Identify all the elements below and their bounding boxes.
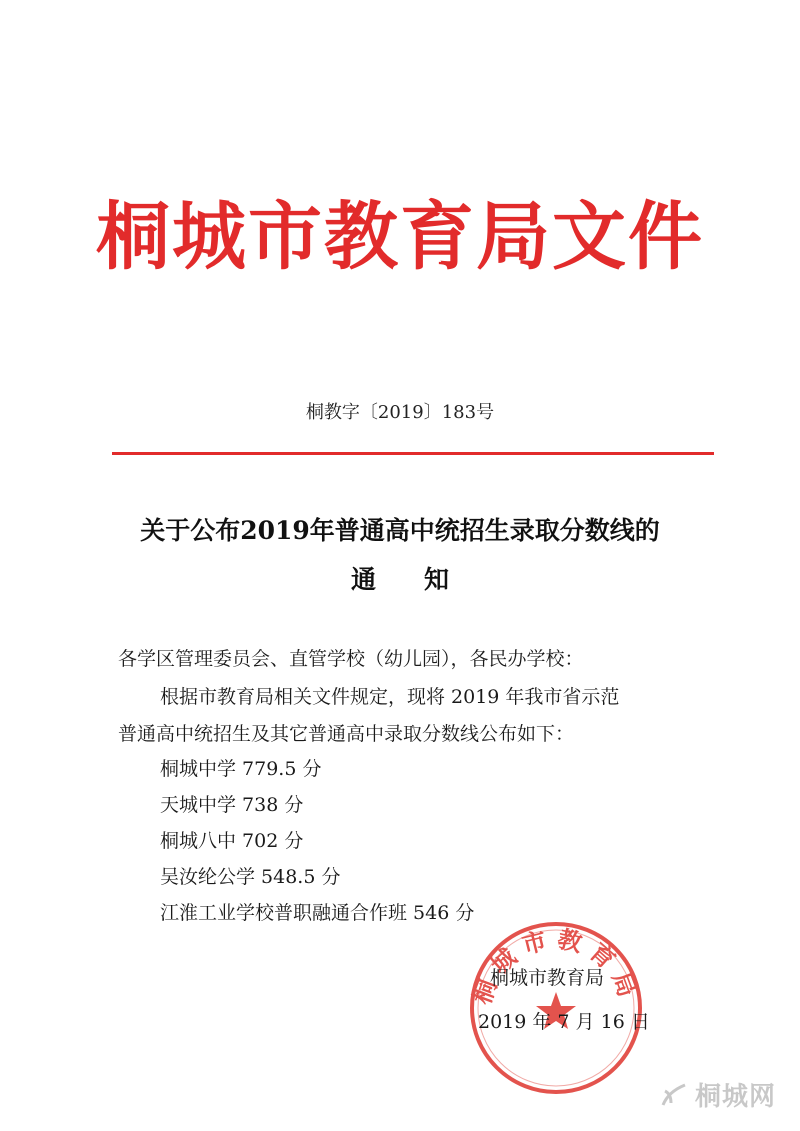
site-watermark <box>657 1076 776 1113</box>
seal-text: 桐城市教育局 <box>467 923 645 1009</box>
body-paragraph-line-2: 普通高中统招生及其它普通高中录取分数线公布如下： <box>118 723 575 745</box>
addressee-line: 各学区管理委员会、直管学校（幼儿园），各民办学校： <box>118 648 584 670</box>
score-item: 桐城八中 702 分 <box>160 830 304 852</box>
red-divider-line <box>112 452 714 455</box>
score-list <box>160 758 474 938</box>
score-item: 吴汝纶公学 548.5 分 <box>160 866 341 888</box>
score-item: 江淮工业学校普职融通合作班 546 分 <box>160 902 475 924</box>
document-number: 桐教字〔2019〕183号 <box>305 402 495 423</box>
watermark-logo-icon <box>657 1079 689 1111</box>
score-item: 桐城中学 779.5 分 <box>160 758 322 780</box>
notice-title: 关于公布2019年普通高中统招生录取分数线的 <box>140 516 660 545</box>
issuer-name: 桐城市教育局 <box>490 967 605 989</box>
body-paragraph-line-1: 根据市教育局相关文件规定，现将 2019 年我市省示范 <box>160 686 620 708</box>
score-item: 天城中学 738 分 <box>160 794 304 816</box>
issue-date: 2019 年 7 月 16 日 <box>478 1011 650 1033</box>
watermark-text: 桐城网 <box>694 1082 776 1112</box>
masthead-title: 桐城市教育局文件 <box>96 194 704 280</box>
notice-title-subline: 通知 <box>350 565 497 594</box>
